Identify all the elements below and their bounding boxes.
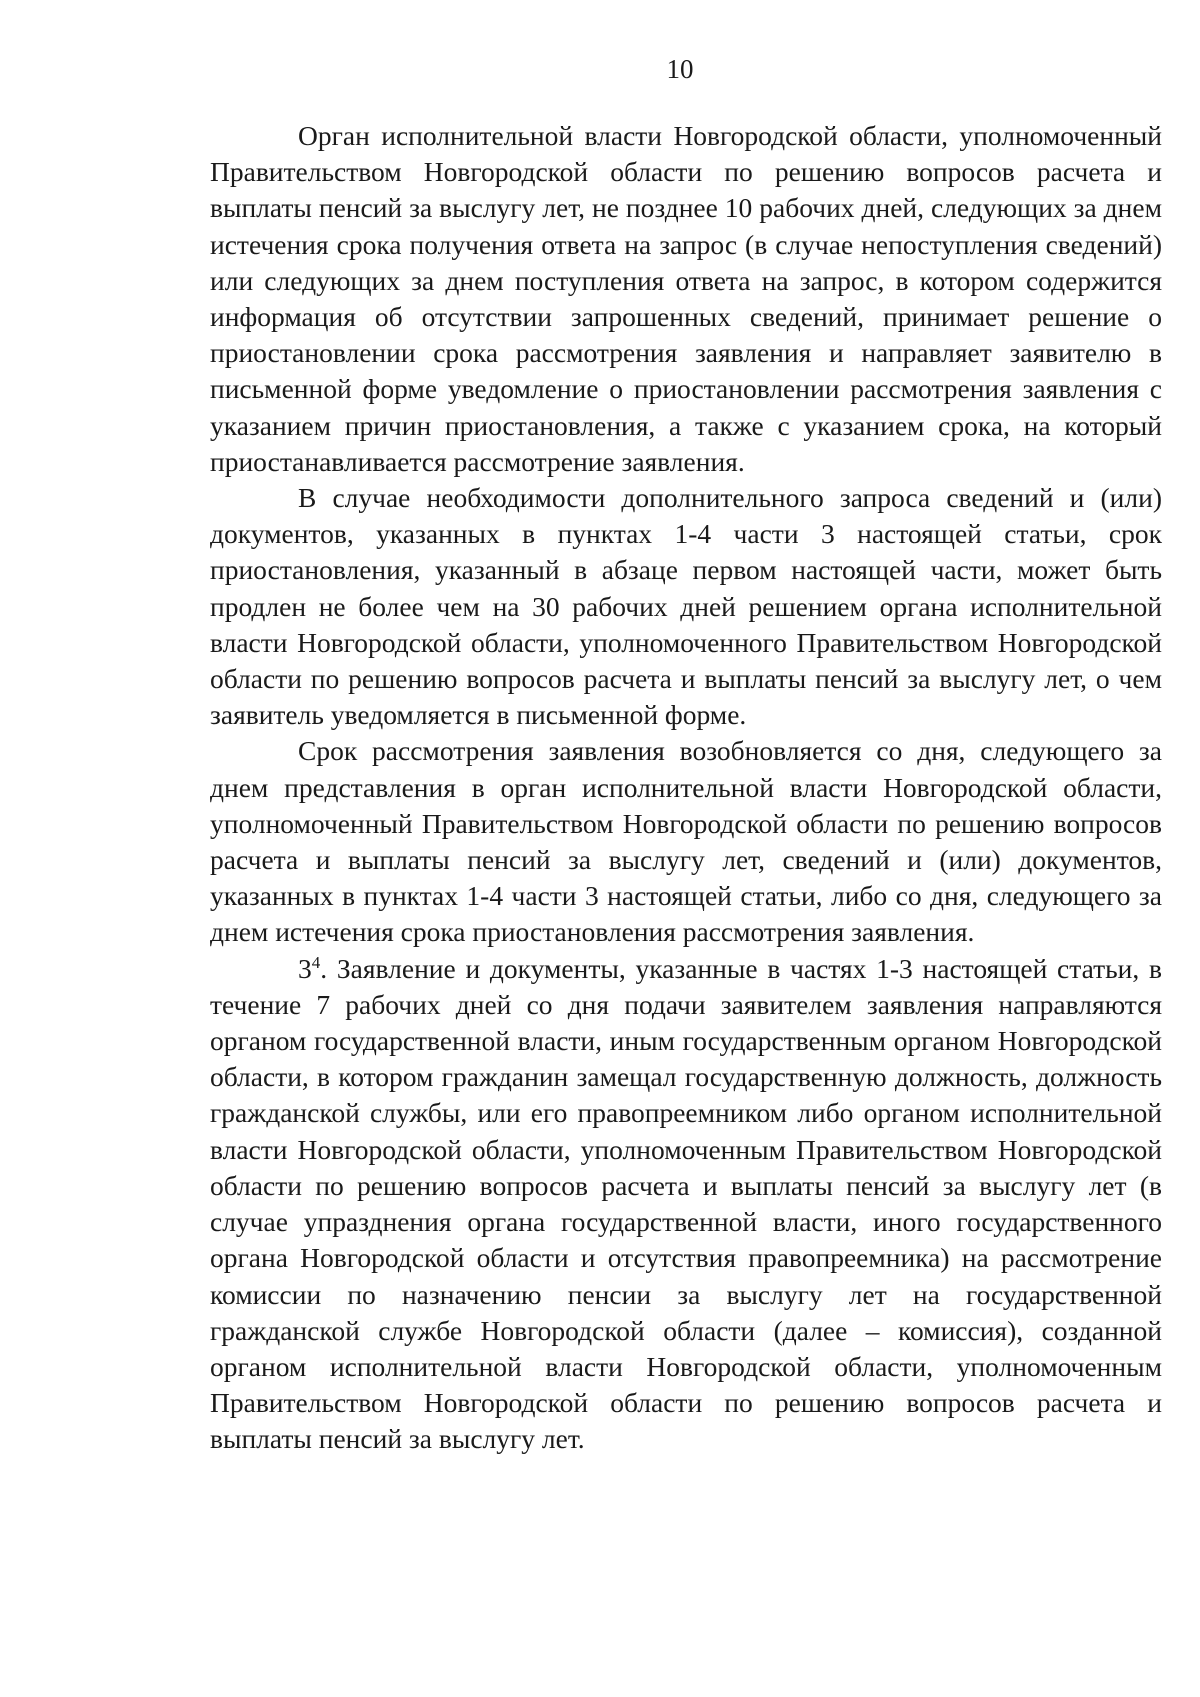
section-superscript: 4 <box>311 952 321 972</box>
paragraph-suspension-extension: В случае необходимости дополнительного запроса сведений и (или) документов, указанных в пунктах 1-4 части 3 настоящей статьи, срок приостановления, указанный в абзаце первом настоящей части, может быть продлен не более чем на 30 рабочих дней решением органа исполнительной власти Новгородской области, уполномоченного Правительством Новгородской области по решению вопросов расчета и выплаты пенсий за выслугу лет, о чем заявитель уведомляется в письменной форме. <box>210 482 1162 731</box>
paragraph-review-resumption: Срок рассмотрения заявления возобновляется со дня, следующего за днем представления в орган исполнительной власти Новгородской области, уполномоченный Правительством Новгородской области по решению вопросов расчета и выплаты пенсий за выслугу лет, сведений и (или) документов, указанных в пунктах 1-4 части 3 настоящей статьи, либо со дня, следующего за днем истечения срока приостановления рассмотрения заявления. <box>210 735 1162 948</box>
page-number: 10 <box>666 54 694 84</box>
section-number: 3 <box>298 952 312 984</box>
paragraph-section-3-4 <box>210 951 1162 1458</box>
paragraph-suspension-decision: Орган исполнительной власти Новгородской области, уполномоченный Правительством Новгородской области по решению вопросов расчета и выплаты пенсий за выслугу лет, не позднее 10 рабочих дней, следующих за днем истечения срока получения ответа на запрос (в случае непоступления сведений) или следующих за днем поступления ответа на запрос, в котором содержится информация об отсутствии запрошенных сведений, принимает решение о приостановлении срока рассмотрения заявления и направляет заявителю в письменной форме уведомление о приостановлении рассмотрения заявления с указанием причин приостановления, а также с указанием срока, на который приостанавливается рассмотрение заявления. <box>210 120 1162 477</box>
document-body <box>210 118 1162 1458</box>
section-text: . Заявление и документы, указанные в частях 1-3 настоящей статьи, в течение 7 рабочих дней со дня подачи заявителем заявления направляются органом государственной власти, иным государственным органом Новгородской области, в котором гражданин замещал государственную должность, должность гражданской службы, или его правопреемником либо органом исполнительной власти Новгородской области, уполномоченным Правительством Новгородской области по решению вопросов расчета и выплаты пенсий за выслугу лет (в случае упразднения органа государственной власти, иного государственного органа Новгородской области и отсутствия правопреемника) на рассмотрение комиссии по назначению пенсии за выслугу лет на государственной гражданской службе Новгородской области (далее – комиссия), созданной органом исполнительной власти Новгородской области, уполномоченным Правительством Новгородской области по решению вопросов расчета и выплаты пенсий за выслугу лет. <box>210 952 1162 1455</box>
